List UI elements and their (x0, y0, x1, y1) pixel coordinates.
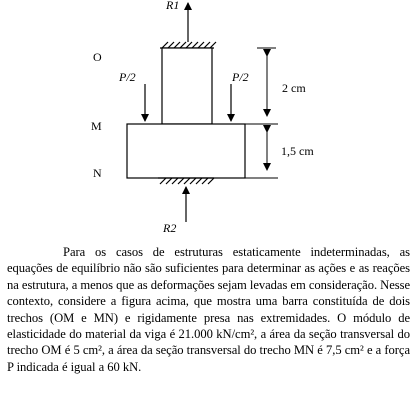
dimension-upper (257, 48, 276, 116)
r2-label: R2 (163, 221, 177, 235)
point-o-label: O (93, 50, 102, 64)
point-n-label: N (93, 166, 102, 180)
dimension-upper-label: 2 cm (282, 81, 306, 95)
problem-statement: Para os casos de estruturas estaticamente indeterminadas, as equações de equilíbrio não são suficientes para determinar as ações e as reações na estrutura, a menos que as deformações sejam levadas em consideração. Nesse contexto, considere a figura acima, que mostra uma barra constituída de dois trechos (OM e MN) e rigidamente presa nas extremidades. O módulo de elasticidade do material da viga é 21.000 kN/cm², a área da seção transversal do trecho OM é 5 cm², a área da seção transversal do trecho MN é 7,5 cm² e a força P indicada é igual a 60 kN. (7, 245, 410, 374)
segment-om (162, 48, 212, 124)
bottom-fixed-support (158, 178, 214, 184)
point-m-label: M (91, 119, 102, 133)
dimension-lower (245, 124, 278, 178)
dimension-lower-label: 1,5 cm (281, 144, 314, 158)
left-load-label: P/2 (119, 70, 136, 84)
top-fixed-support (160, 42, 216, 48)
segment-mn (127, 124, 245, 178)
right-load-label: P/2 (232, 70, 249, 84)
r1-label: R1 (166, 0, 180, 12)
